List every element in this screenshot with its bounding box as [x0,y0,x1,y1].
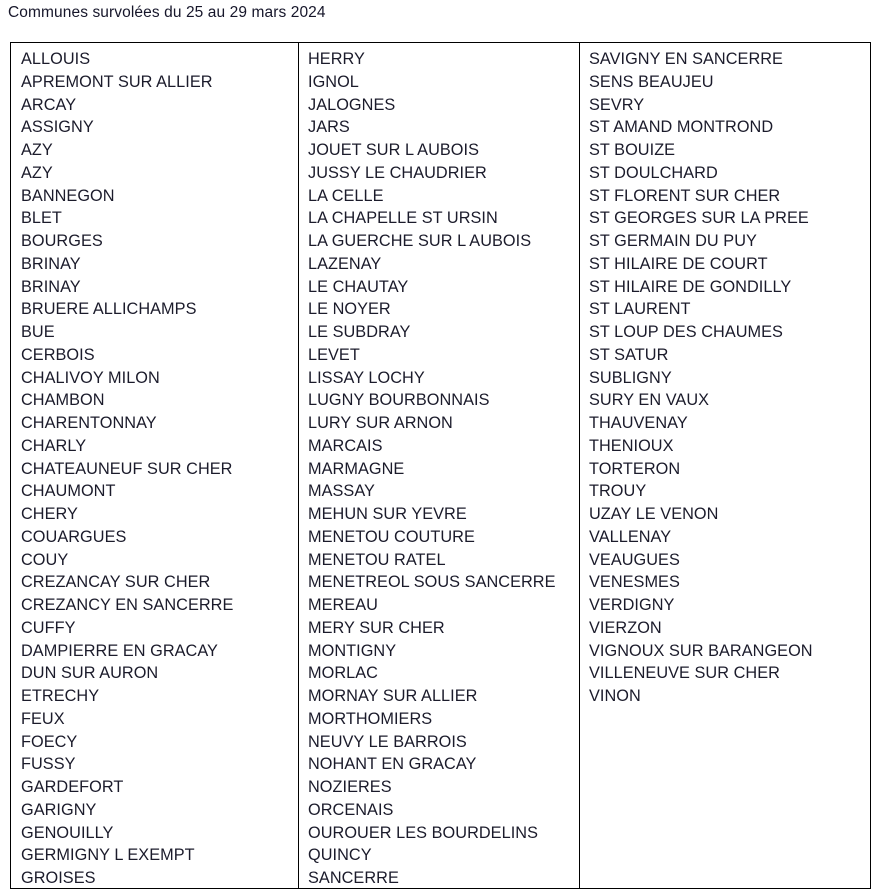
commune-item: ST LAURENT [589,300,691,319]
commune-item: BUE [21,323,55,341]
commune-item: FEUX [21,709,65,728]
commune-item: HERRY [308,50,365,68]
commune-item: JUSSY LE CHAUDRIER [308,163,487,182]
commune-item: ST SATUR [589,345,669,364]
commune-item: GENOUILLY [21,823,114,842]
commune-item: AZY [21,141,53,159]
commune-item: ST BOUIZE [589,141,676,159]
commune-item: LURY SUR ARNON [308,414,453,432]
commune-item: JARS [308,118,350,137]
commune-item: IGNOL [308,72,359,91]
communes-column-1 [11,43,298,888]
commune-item: MORLAC [308,664,378,683]
commune-item: CUFFY [21,618,76,637]
commune-item: MASSAY [308,482,375,501]
commune-item: GARDEFORT [21,778,124,796]
commune-item: GARIGNY [21,800,97,819]
commune-item: MARMAGNE [308,459,405,478]
commune-item: MORNAY SUR ALLIER [308,687,478,705]
commune-item: LE SUBDRAY [308,323,411,341]
communes-table [10,42,871,889]
commune-item: LE CHAUTAY [308,277,409,296]
commune-item: ST FLORENT SUR CHER [589,186,781,205]
commune-list-3 [580,48,870,708]
commune-item: SEVRY [589,95,645,114]
commune-item: ST GERMAIN DU PUY [589,232,757,250]
commune-item: GROISES [21,869,96,887]
commune-item: CREZANCY EN SANCERRE [21,596,234,614]
commune-item: JOUET SUR L AUBOIS [308,141,479,159]
commune-item: VERDIGNY [589,596,675,614]
commune-item: MARCAIS [308,436,383,455]
commune-item: MORTHOMIERS [308,709,433,728]
commune-item: NEUVY LE BARROIS [308,732,467,751]
commune-item: QUINCY [308,846,372,865]
commune-item: VINON [589,687,641,705]
commune-item: CHAMBON [21,391,105,410]
page-title: Communes survolées du 25 au 29 mars 2024 [8,4,326,21]
commune-item: COUARGUES [21,527,127,546]
commune-item: MENETOU COUTURE [308,527,475,546]
commune-item: TROUY [589,482,647,501]
commune-item: MERY SUR CHER [308,618,445,637]
commune-item: SAVIGNY EN SANCERRE [589,50,783,68]
commune-item: CERBOIS [21,345,95,364]
commune-item: ETRECHY [21,687,100,705]
commune-item: OUROUER LES BOURDELINS [308,823,538,842]
commune-item: SANCERRE [308,869,399,887]
commune-list-2 [299,48,579,888]
commune-item: ALLOUIS [21,50,91,68]
commune-item: CHERY [21,505,78,523]
commune-item: LUGNY BOURBONNAIS [308,391,490,410]
commune-item: ST LOUP DES CHAUMES [589,323,783,341]
commune-item: LA CELLE [308,186,384,205]
commune-item: COUY [21,550,69,569]
commune-item: BRUERE ALLICHAMPS [21,300,197,319]
commune-item: CHATEAUNEUF SUR CHER [21,459,233,478]
commune-item: BRINAY [21,254,81,273]
commune-item: BOURGES [21,232,103,250]
commune-item: LA GUERCHE SUR L AUBOIS [308,232,532,250]
commune-item: MONTIGNY [308,641,397,660]
commune-item: LEVET [308,345,360,364]
commune-item: MENETREOL SOUS SANCERRE [308,573,556,592]
commune-item: CHALIVOY MILON [21,368,160,387]
commune-item: LE NOYER [308,300,391,319]
commune-item: BRINAY [21,277,81,296]
commune-item: APREMONT SUR ALLIER [21,72,213,91]
commune-item: ST GEORGES SUR LA PREE [589,209,809,228]
communes-column-2 [298,43,579,888]
commune-item: FUSSY [21,755,76,774]
commune-item: ARCAY [21,95,77,114]
commune-item: ST HILAIRE DE COURT [589,254,768,273]
commune-item: ASSIGNY [21,118,94,137]
commune-item: FOECY [21,732,78,751]
commune-item: VALLENAY [589,527,672,546]
commune-item: GERMIGNY L EXEMPT [21,846,195,865]
commune-item: SENS BEAUJEU [589,72,714,91]
commune-item: ST AMAND MONTROND [589,118,774,137]
commune-list-1 [11,48,298,888]
commune-item: VILLENEUVE SUR CHER [589,664,780,683]
commune-item: AZY [21,163,53,182]
commune-item: BANNEGON [21,186,115,205]
commune-item: MEREAU [308,596,378,614]
commune-item: LISSAY LOCHY [308,368,425,387]
commune-item: DUN SUR AURON [21,664,159,683]
commune-item: CHAUMONT [21,482,116,501]
commune-item: LA CHAPELLE ST URSIN [308,209,498,228]
commune-item: VENESMES [589,573,680,592]
commune-item: NOZIERES [308,778,392,796]
commune-item: MEHUN SUR YEVRE [308,505,467,523]
commune-item: NOHANT EN GRACAY [308,755,477,774]
commune-item: UZAY LE VENON [589,505,719,523]
commune-item: LAZENAY [308,254,382,273]
commune-item: ORCENAIS [308,800,394,819]
commune-item: TORTERON [589,459,681,478]
commune-item: ST HILAIRE DE GONDILLY [589,277,792,296]
commune-item: VIGNOUX SUR BARANGEON [589,641,813,660]
commune-item: BLET [21,209,62,228]
commune-item: VEAUGUES [589,550,680,569]
commune-item: CHARENTONNAY [21,414,157,432]
commune-item: DAMPIERRE EN GRACAY [21,641,218,660]
commune-item: JALOGNES [308,95,396,114]
communes-column-3 [579,43,870,888]
commune-item: THENIOUX [589,436,674,455]
commune-item: CREZANCAY SUR CHER [21,573,211,592]
commune-item: VIERZON [589,618,662,637]
commune-item: THAUVENAY [589,414,688,432]
commune-item: SUBLIGNY [589,368,672,387]
commune-item: CHARLY [21,436,87,455]
commune-item: ST DOULCHARD [589,163,718,182]
commune-item: MENETOU RATEL [308,550,446,569]
commune-item: SURY EN VAUX [589,391,710,410]
